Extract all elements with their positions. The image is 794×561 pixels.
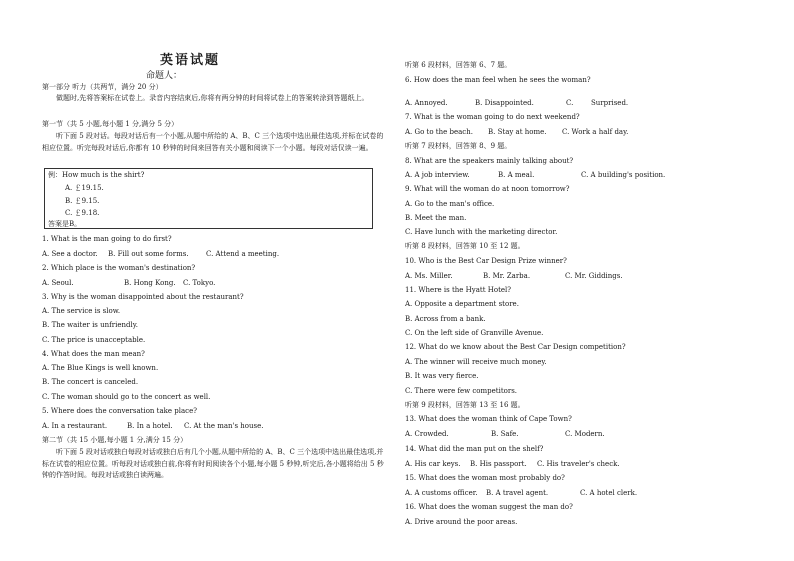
section2-heading: 第二节（共 15 小题,每小题 1 分,满分 15 分） — [42, 436, 188, 444]
question-15: 15. What does the woman most probably do? — [405, 474, 565, 482]
q13-option-b: B. Safe. — [491, 430, 519, 438]
q8-option-b: B. A meal. — [498, 171, 535, 179]
question-11: 11. Where is the Hyatt Hotel? — [405, 286, 512, 294]
q2-option-a: A. Seoul. — [42, 279, 74, 287]
question-5: 5. Where does the conversation take place? — [42, 407, 197, 415]
q5-option-c: C. At the man's house. — [184, 422, 264, 430]
q7-option-b: B. Stay at home. — [488, 128, 547, 136]
q6-option-c: C. — [566, 99, 574, 107]
q14-option-c: C. His traveler's check. — [537, 460, 620, 468]
question-4: 4. What does the man mean? — [42, 350, 145, 358]
q15-option-b: B. A travel agent. — [486, 489, 549, 497]
q10-option-a: A. Ms. Miller. — [405, 272, 453, 280]
material-6: 听第 6 段材料，回答第 6、7 题。 — [405, 61, 512, 69]
proposer-label: 命题人： — [146, 71, 183, 81]
q8-option-a: A. A job interview. — [405, 171, 470, 179]
page-title: 英语试题 — [160, 53, 221, 68]
q7-option-a: A. Go to the beach. — [405, 128, 473, 136]
question-2: 2. Which place is the woman's destination? — [42, 264, 196, 272]
q11-option-c: C. On the left side of Granville Avenue. — [405, 329, 544, 337]
q7-option-c: C. Work a half day. — [562, 128, 629, 136]
q8-option-c: C. A building's position. — [581, 171, 666, 179]
question-16: 16. What does the woman suggest the man do? — [405, 503, 573, 511]
example-option-c: C. ￡9.18. — [65, 209, 100, 217]
q9-option-b: B. Meet the man. — [405, 214, 467, 222]
q4-option-a: A. The Blue Kings is well known. — [42, 364, 159, 372]
q15-option-a: A. A customs officer. — [405, 489, 478, 497]
q11-option-a: A. Opposite a department store. — [405, 300, 519, 308]
q4-option-b: B. The concert is canceled. — [42, 378, 139, 386]
q6-option-c-text: Surprised. — [591, 99, 629, 107]
q12-option-a: A. The winner will receive much money. — [405, 358, 547, 366]
q5-option-a: A. In a restaurant. — [42, 422, 108, 430]
q14-option-a: A. His car keys. — [405, 460, 461, 468]
q11-option-b: B. Across from a bank. — [405, 315, 486, 323]
example-option-a: A. ￡19.15. — [65, 184, 104, 192]
q16-option-a: A. Drive around the poor areas. — [405, 518, 518, 526]
section1-heading: 第一节（共 5 小题,每小题 1 分,满分 5 分） — [42, 120, 179, 128]
q13-option-a: A. Crowded. — [405, 430, 449, 438]
section2-intro: 听下面 5 段对话或独白每段对话或独白后有几个小题,从题中所给的 A、B、C 三个选项中选出最佳选项,并标在试卷的相应位置。听每段对话或独白前,你将有时间阅读各个小题,每小题 5 秒钟,听完后,各小题将给出 5 秒钟的作答时间。每段对话或独白读两遍。 — [42, 448, 384, 479]
q6-option-a: A. Annoyed. — [405, 99, 448, 107]
question-7: 7. What is the woman going to do next weekend? — [405, 113, 580, 121]
q2-option-b: B. Hong Kong. — [124, 279, 176, 287]
material-9: 听第 9 段材料，回答第 13 至 16 题。 — [405, 401, 525, 409]
question-3: 3. Why is the woman disappointed about the restaurant? — [42, 293, 244, 301]
q1-option-b: B. Fill out some forms. — [108, 250, 189, 258]
q6-option-b: B. Disappointed. — [475, 99, 534, 107]
q4-option-c: C. The woman should go to the concert as well. — [42, 393, 211, 401]
q3-option-c: C. The price is unacceptable. — [42, 336, 146, 344]
question-6: 6. How does the man feel when he sees the woman? — [405, 76, 591, 84]
section1-intro: 听下面 5 段对话。每段对话后有一个小题,从题中所给的 A、B、C 三个选项中选出最佳选项,并标在试卷的相应位置。听完每段对话后,你都有 10 秒钟的时间来回答有关小题和阅读下一个小题。每段对话仅读一遍。 — [42, 132, 384, 152]
question-9: 9. What will the woman do at noon tomorrow? — [405, 185, 570, 193]
question-8: 8. What are the speakers mainly talking about? — [405, 157, 574, 165]
example-option-b: B. ￡9.15. — [65, 197, 100, 205]
question-14: 14. What did the man put on the shelf? — [405, 445, 544, 453]
q10-option-c: C. Mr. Giddings. — [565, 272, 623, 280]
example-question: 例：How much is the shirt? — [48, 171, 145, 179]
question-12: 12. What do we know about the Best Car Design competition? — [405, 343, 626, 351]
q5-option-b: B. In a hotel. — [127, 422, 173, 430]
q1-option-a: A. See a doctor. — [42, 250, 98, 258]
part1-intro: 做题时,先将答案标在试卷上。录音内容结束后,你将有两分钟的时间将试卷上的答案转涂到答题纸上。 — [56, 94, 369, 102]
example-answer: 答案是B。 — [48, 220, 82, 228]
q3-option-b: B. The waiter is unfriendly. — [42, 321, 138, 329]
q9-option-a: A. Go to the man's office. — [405, 200, 495, 208]
q10-option-b: B. Mr. Zarba. — [483, 272, 531, 280]
q13-option-c: C. Modern. — [565, 430, 605, 438]
question-1: 1. What is the man going to do first? — [42, 235, 172, 243]
q3-option-a: A. The service is slow. — [42, 307, 121, 315]
q14-option-b: B. His passport. — [470, 460, 527, 468]
q12-option-c: C. There were few competitors. — [405, 387, 518, 395]
q15-option-c: C. A hotel clerk. — [580, 489, 638, 497]
question-13: 13. What does the woman think of Cape Town? — [405, 415, 572, 423]
material-7: 听第 7 段材料，回答第 8、9 题。 — [405, 142, 512, 150]
q2-option-c: C. Tokyo. — [183, 279, 216, 287]
q1-option-c: C. Attend a meeting. — [206, 250, 280, 258]
q9-option-c: C. Have lunch with the marketing director. — [405, 228, 558, 236]
example-box — [44, 168, 373, 229]
q12-option-b: B. It was very fierce. — [405, 372, 479, 380]
part1-heading: 第一部分 听力（共两节，满分 20 分） — [42, 83, 163, 91]
material-8: 听第 8 段材料，回答第 10 至 12 题。 — [405, 242, 525, 250]
question-10: 10. Who is the Best Car Design Prize winner? — [405, 257, 567, 265]
